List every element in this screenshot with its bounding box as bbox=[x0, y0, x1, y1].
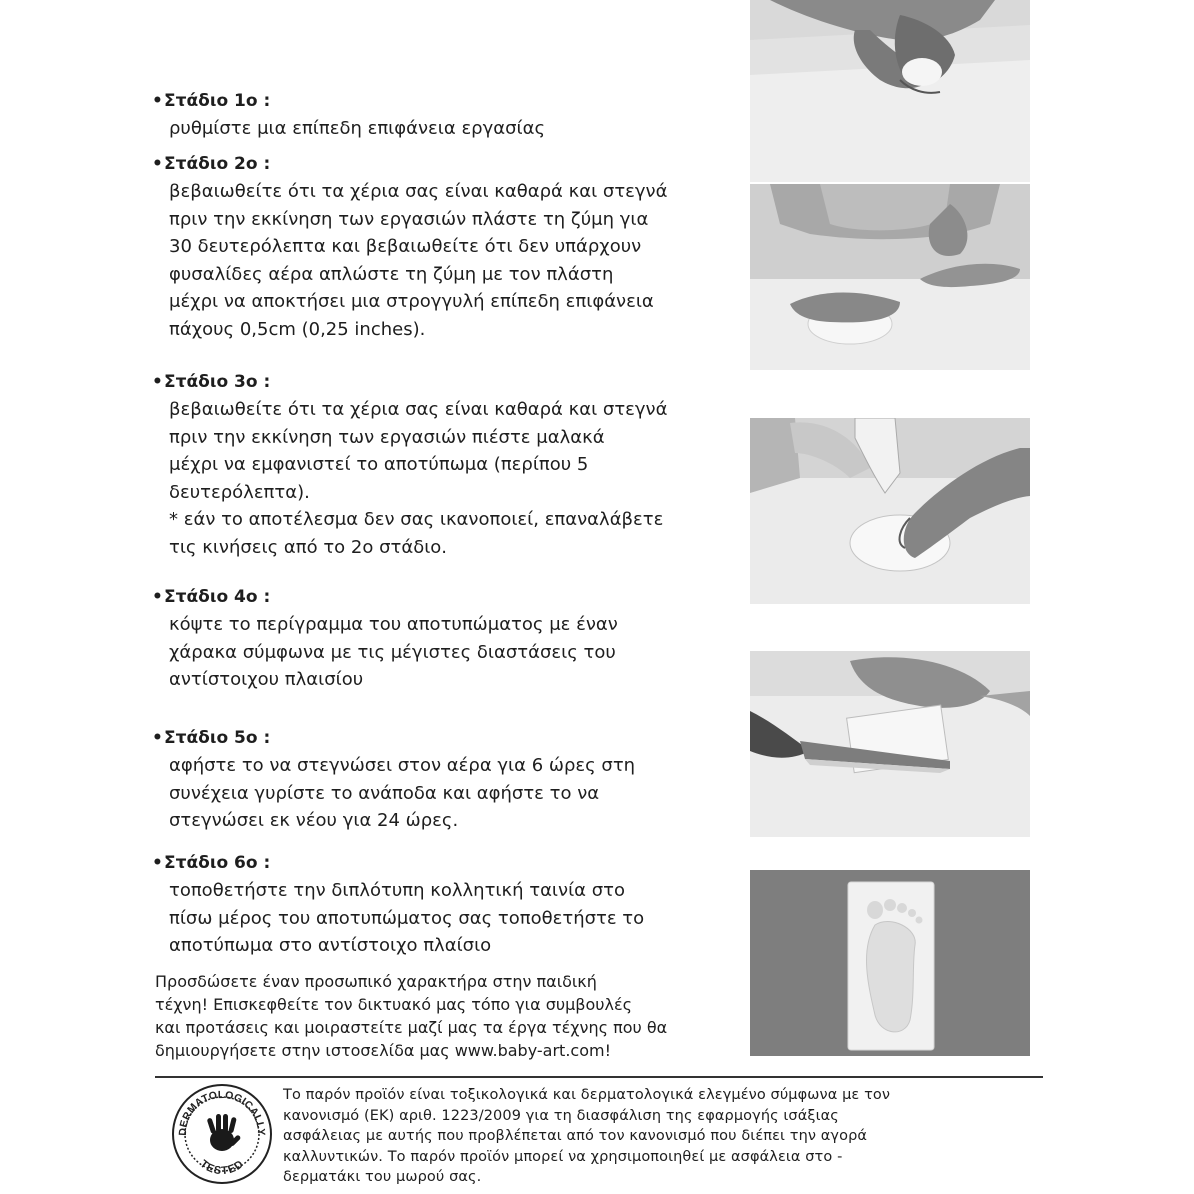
outro-line: δημιουργήσετε στην ιστοσελίδα μας www.baby-art.com! bbox=[155, 1041, 611, 1060]
step-text-line: βεβαιωθείτε ότι τα χέρια σας είναι καθαρά και στεγνά bbox=[169, 399, 668, 420]
step-text-line: αντίστοιχου πλαισίου bbox=[169, 669, 364, 690]
badge-graphic bbox=[170, 1082, 274, 1186]
step-4 bbox=[152, 584, 732, 694]
notice-line: Το παρόν προϊόν είναι τοξικολογικά και δερματολογικά ελεγμένο σύμφωνα με τον bbox=[283, 1087, 891, 1103]
photo-finished-footprint bbox=[750, 870, 1030, 1056]
step-text-line: αφήστε το να στεγνώσει στον αέρα για 6 ώρες στη bbox=[169, 755, 636, 776]
outro-line: τέχνη! Επισκεφθείτε τον δικτυακό μας τόπο για συμβουλές bbox=[155, 995, 633, 1014]
step-text-line: τοποθετήστε την διπλότυπη κολλητική ταινία στο bbox=[169, 880, 626, 901]
outro-paragraph bbox=[155, 970, 735, 1062]
photo-pressing-hand bbox=[750, 418, 1030, 604]
handprint-icon bbox=[207, 1114, 242, 1151]
step-1 bbox=[152, 88, 732, 143]
step-text-line: κόψτε το περίγραμμα του αποτυπώματος με έναν bbox=[169, 614, 618, 635]
notice-line: καλλυντικών. Το παρόν προϊόν μπορεί να χρησιμοποιηθεί με ασφάλεια στο - bbox=[283, 1148, 843, 1165]
photo-cutting-knife bbox=[750, 651, 1030, 837]
step-text-line: δευτερόλεπτα). bbox=[169, 481, 310, 503]
step-title: •Στάδιο 1ο : bbox=[152, 91, 271, 111]
step-text-line: μέχρι να εμφανιστεί το αποτύπωμα (περίπου 5 bbox=[169, 454, 589, 475]
step-title: •Στάδιο 6ο : bbox=[152, 853, 271, 873]
step-text-line: μέχρι να αποκτήσει μια στρογγυλή επίπεδη επιφάνεια bbox=[169, 291, 654, 312]
step-text-line: πάχους 0,5cm (0,25 inches). bbox=[169, 318, 426, 340]
outro-line: Προσδώσετε έναν προσωπικό χαρακτήρα στην παιδική bbox=[155, 972, 597, 991]
dermatologically-tested-badge bbox=[170, 1082, 274, 1186]
step-text-line: αποτύπωμα στο αντίστοιχο πλαίσιο bbox=[169, 935, 492, 956]
badge-bottom-text: TESTED bbox=[197, 1157, 247, 1178]
step-text-line: βεβαιωθείτε ότι τα χέρια σας είναι καθαρά και στεγνά bbox=[169, 181, 668, 202]
step-text-line: πριν την εκκίνηση των εργασιών πιέστε μαλακά bbox=[169, 426, 605, 448]
step-title: •Στάδιο 2ο : bbox=[152, 154, 271, 174]
step-text-line: πριν την εκκίνηση των εργασιών πλάστε τη ζύμη για bbox=[169, 208, 649, 230]
notice-line: κανονισμό (ΕΚ) αριθ. 1223/2009 για τη διασφάλιση της εφαρμογής ισάξιας bbox=[283, 1107, 839, 1124]
step-text-line: * εάν το αποτέλεσμα δεν σας ικανοποιεί, επαναλάβετε bbox=[169, 509, 664, 530]
step-text-line: ρυθμίστε μια επίπεδη επιφάνεια εργασίας bbox=[169, 118, 546, 139]
step-title: •Στάδιο 5ο : bbox=[152, 728, 271, 748]
step-3 bbox=[152, 369, 732, 561]
step-6 bbox=[152, 850, 732, 960]
notice-line: δερματάκι του μωρού σας. bbox=[283, 1169, 482, 1185]
step-text-line: 30 δευτερόλεπτα και βεβαιωθείτε ότι δεν υπάρχουν bbox=[169, 236, 642, 257]
photo-kneading-dough bbox=[750, 0, 1030, 182]
step-text-line: πίσω μέρος του αποτυπώματος σας τοποθετήστε το bbox=[169, 907, 645, 929]
step-title: •Στάδιο 3ο : bbox=[152, 372, 271, 392]
step-text-line: στεγνώσει εκ νέου για 24 ώρες. bbox=[169, 810, 459, 831]
outro-line: και προτάσεις και μοιραστείτε μαζί μας τα έργα τέχνης που θα bbox=[155, 1018, 668, 1037]
step-2 bbox=[152, 151, 732, 343]
step-text-line: χάρακα σύμφωνα με τις μέγιστες διαστάσεις του bbox=[169, 641, 616, 663]
svg-text:TESTED bbox=[198, 1158, 247, 1177]
footer-divider bbox=[155, 1076, 1043, 1078]
step-text-line: τις κινήσεις από το 2ο στάδιο. bbox=[169, 536, 448, 558]
badge-top-text: DERMATOLOGICALLY bbox=[176, 1088, 268, 1137]
step-5 bbox=[152, 725, 732, 835]
step-title: •Στάδιο 4ο : bbox=[152, 587, 271, 607]
safety-notice bbox=[283, 1085, 1053, 1188]
notice-line: ασφάλειας με αυτής που προβλέπεται από τον κανονισμό που διέπει την αγορά bbox=[283, 1128, 868, 1144]
photo-rolling-dough bbox=[750, 184, 1030, 370]
step-text-line: φυσαλίδες αέρα απλώστε τη ζύμη με τον πλάστη bbox=[169, 263, 614, 285]
step-text-line: συνέχεια γυρίστε το ανάποδα και αφήστε το να bbox=[169, 782, 600, 804]
